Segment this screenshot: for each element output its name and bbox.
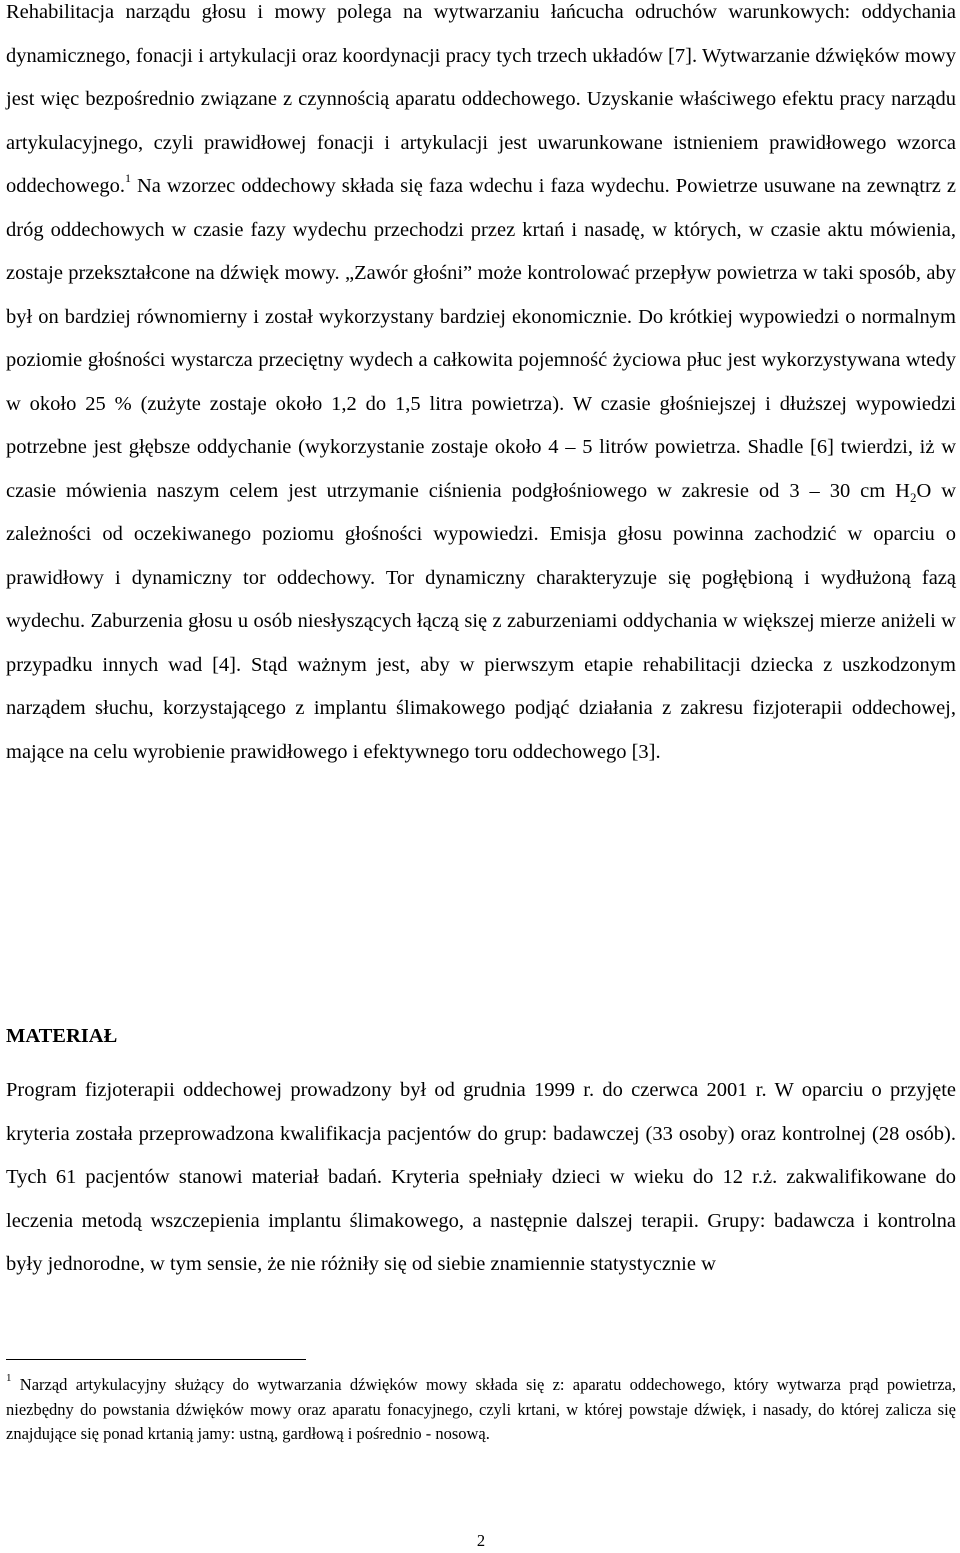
footnote-text: Narząd artykulacyjny służący do wytwarzania dźwięków mowy składa się z: aparatu oddechowego, który wytwarza prąd powietrza, niezbędny do powstania dźwięków mowy oraz aparatu fonacyjnego, czyli krtani, w której powstaje dźwięk, i nasady, do której zalicza się znajdujące się ponad krtanią jamy: ustną, gardłową i pośrednio - nosową. [6, 1375, 956, 1443]
footnote-reference[interactable]: 1 [124, 171, 131, 186]
body-text-part-c: O w zależności od oczekiwanego poziomu głośności wypowiedzi. Emisja głosu powinna zachodzić w oparciu o prawidłowy i dynamiczny tor oddechowy. Tor dynamiczny charakteryzuje się pogłębioną i wydłużoną fazą wydechu. Zaburzenia głosu u osób niesłyszących łączą się z zaburzeniami oddychania w większej mierze aniżeli w przypadku innych wad [4]. Stąd ważnym jest, aby w pierwszym etapie rehabilitacji dziecka z uszkodzonym narządem słuchu, korzystającego z implantu ślimakowego podjąć działania z zakresu fizjoterapii oddechowej, mające na celu wyrobienie prawidłowego i efektywnego toru oddechowego [3]. [6, 479, 957, 763]
footnote-marker: 1 [6, 1371, 12, 1384]
subscript-2: 2 [909, 489, 917, 505]
footnote-separator [6, 1359, 306, 1360]
page-number: 2 [476, 1531, 486, 1550]
footnote [6, 1373, 956, 1447]
body-paragraph-intro [6, 0, 956, 774]
body-paragraph-material: Program fizjoterapii oddechowej prowadzony był od grudnia 1999 r. do czerwca 2001 r. W oparciu o przyjęte kryteria została przeprowadzona kwalifikacja pacjentów do grup: badawczej (33 osoby) oraz kontrolnej (28 osób). Tych 61 pacjentów stanowi materiał badań. Kryteria spełniały dzieci w wieku do 12 r.ż. zakwalifikowane do leczenia metodą wszczepienia implantu ślimakowego, a następnie dalszej terapii. Grupy: badawcza i kontrolna były jednorodne, w tym sensie, że nie różniły się od siebie znamiennie statystycznie w [6, 1079, 956, 1275]
body-text-part-b: Na wzorzec oddechowy składa się faza wdechu i faza wydechu. Powietrze usuwane na zewnątrz z dróg oddechowych w czasie fazy wydechu przechodzi przez krtań i nasadę, w których, w czasie aktu mówienia, zostaje przekształcone na dźwięk mowy. „Zawór głośni” może kontrolować przepływ powietrza w taki sposób, aby był on bardziej równomierny i został wykorzystany bardziej ekonomicznie. Do krótkiej wypowiedzi o normalnym poziomie głośności wystarcza przeciętny wydech a całkowita pojemność życiowa płuc jest wykorzystywana wtedy w około 25 % (zużyte zostaje około 1,2 do 1,5 litra powietrza). W czasie głośniejszej i dłuższej wypowiedzi potrzebne jest głębsze oddychanie (wykorzystanie zostaje około 4 – 5 litrów powietrza. Shadle [6] twierdzi, iż w czasie mówienia naszym celem jest utrzymanie ciśnienia podgłośniowego w zakresie od 3 – 30 cm H [6, 175, 956, 502]
section-heading-material: MATERIAŁ [6, 1025, 118, 1047]
body-text-part-a: Rehabilitacja narządu głosu i mowy polega na wytwarzaniu łańcucha odruchów warunkowych: oddychania dynamicznego, fonacji i artykulacji oraz koordynacji pracy tych trzech układów [7]. Wytwarzanie dźwięków mowy jest więc bezpośrednio związane z czynnością aparatu oddechowego. Uzyskanie właściwego efektu pracy narządu artykulacyjnego, czyli prawidłowej fonacji i artykulacji jest uwarunkowane istnieniem prawidłowego wzorca oddechowego. [6, 1, 956, 197]
